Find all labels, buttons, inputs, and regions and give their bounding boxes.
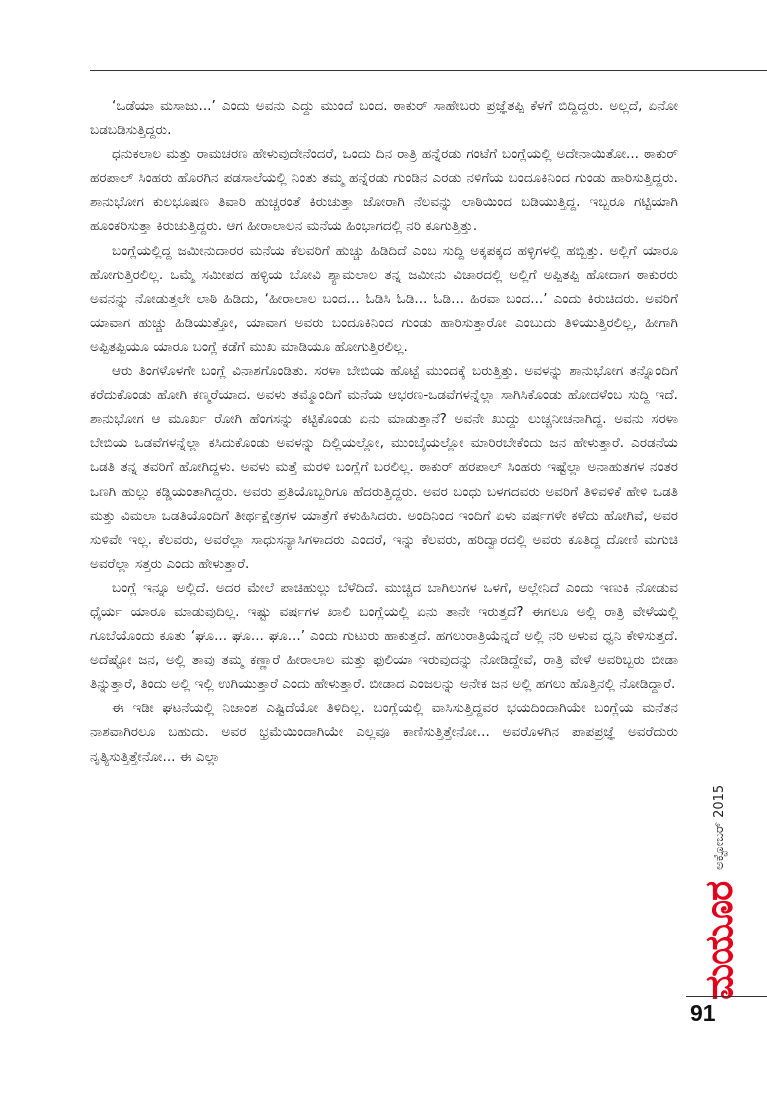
page-number: 91 (690, 1000, 716, 1026)
top-rule (90, 70, 767, 71)
magazine-sidebar (688, 770, 750, 1000)
paragraph-1: ‘ಒಡೆಯಾ ಮಸಾಜು...’ ಎಂದು ಅವನು ಎದ್ದು ಮುಂದೆ ಬಂದ. ಠಾಕುರ್ ಸಾಹೇಬರು ಪ್ರಜ್ಞೆತಪ್ಪಿ ಕೆಳಗೆ ಬಿದ್ದಿದ್ದರು. ಅಲ್ಲದೆ, ಏನೋ ಬಡಬಡಿಸುತ್ತಿದ್ದರು. (90, 98, 678, 139)
article-body (90, 94, 678, 769)
paragraph-3: ಬಂಗ್ಲೆಯಲ್ಲಿದ್ದ ಜಮೀನುದಾರರ ಮನೆಯ ಕೆಲವರಿಗೆ ಹುಚ್ಚು ಹಿಡಿದಿದೆ ಎಂಬ ಸುದ್ದಿ ಅಕ್ಕಪಕ್ಕದ ಹಳ್ಳಿಗಳಲ್ಲಿ ಹಬ್ಬಿತ್ತು. ಅಲ್ಲಿಗೆ ಯಾರೂ ಹೋಗುತ್ತಿರಲಿಲ್ಲ. ಒಮ್ಮೆ ಸಮೀಪದ ಹಳ್ಳಿಯ ಬೋವಿ ಶ್ಯಾಮಲಾಲ ತನ್ನ ಜಮೀನು ವಿಚಾರದಲ್ಲಿ ಅಲ್ಲಿಗೆ ಅಪ್ಪಿತಪ್ಪಿ ಹೋದಾಗ ಠಾಕುರರು ಅವನನ್ನು ನೋಡುತ್ತಲೇ ಲಾಠಿ ಹಿಡಿದು, ‘ಹೀರಾಲಾಲ ಬಂದ... ಓಡಿಸಿ ಓಡಿ... ಓಡಿ... ಹಿರವಾ ಬಂದ...’ ಎಂದು ಕಿರುಚಿದರು. ಅವರಿಗೆ ಯಾವಾಗ ಹುಚ್ಚು ಹಿಡಿಯುತ್ತೋ, ಯಾವಾಗ ಅವರು ಬಂದೂಕಿನಿಂದ ಗುಂಡು ಹಾರಿಸುತ್ತಾರೋ ಎಂಬುದು ತಿಳಿಯುತ್ತಿರಲಿಲ್ಲ, ಹೀಗಾಗಿ ಅಪ್ಪಿತಪ್ಪಿಯೂ ಯಾರೂ ಬಂಗ್ಲೆ ಕಡೆಗೆ ಮುಖ ಮಾಡಿಯೂ ಹೋಗುತ್ತಿರಲಿಲ್ಲ. (90, 242, 678, 355)
footer-rule (686, 996, 767, 997)
paragraph-5: ಬಂಗ್ಲೆ ಇನ್ನೂ ಅಲ್ಲಿದೆ. ಅದರ ಮೇಲೆ ಪಾಚಿಹುಲ್ಲು ಬೆಳೆದಿದೆ. ಮುಚ್ಚಿದ ಬಾಗಿಲುಗಳ ಒಳಗೆ, ಅಲ್ಲೇನಿದೆ ಎಂದು ಇಣುಕಿ ನೋಡುವ ಧೈರ್ಯ ಯಾರೂ ಮಾಡುವುದಿಲ್ಲ. ಇಷ್ಟು ವರ್ಷಗಳ ಖಾಲಿ ಬಂಗ್ಲೆಯಲ್ಲಿ ಏನು ತಾನೇ ಇರುತ್ತದೆ? ಈಗಲೂ ಅಲ್ಲಿ ರಾತ್ರಿ ವೇಳೆಯಲ್ಲಿ ಗೂಬೆಯೊಂದು ಕೂತು ‘ಘೂ... ಘೂ... ಘೂ...’ ಎಂದು ಗುಟುರು ಹಾಕುತ್ತದೆ. ಹಗಲುರಾತ್ರಿಯೆನ್ನದೆ ಅಲ್ಲಿ ನರಿ ಅಳುವ ಧ್ವನಿ ಕೇಳಿಸುತ್ತದೆ. ಅದೆಷ್ಟೋ ಜನ, ಅಲ್ಲಿ ತಾವು ತಮ್ಮ ಕಣ್ಣಾರೆ ಹೀರಾಲಾಲ ಮತ್ತು ಫುಲಿಯಾ ಇರುವುದನ್ನು ನೋಡಿದ್ದೇವೆ, ರಾತ್ರಿ ವೇಳೆ ಅವರಿಬ್ಬರು ಬೀಡಾ ತಿನ್ನುತ್ತಾರೆ, ತಿಂದು ಅಲ್ಲಿ ಇಲ್ಲಿ ಉಗಿಯುತ್ತಾರೆ ಎಂದು ಹೇಳುತ್ತಾರೆ. ಬೀಡಾದ ಎಂಜಲನ್ನು ಅನೇಕ ಜನ ಅಲ್ಲಿ ಹಗಲು ಹೊತ್ತಿನಲ್ಲಿ ನೋಡಿದ್ದಾರೆ. (90, 579, 678, 693)
paragraph-4: ಆರು ತಿಂಗಳೊಳಗೇ ಬಂಗ್ಲೆ ವಿನಾಶಗೊಂಡಿತು. ಸರಳಾ ಬೇಬಿಯ ಹೊಟ್ಟೆ ಮುಂದಕ್ಕೆ ಬರುತ್ತಿತ್ತು. ಅವಳನ್ನು ಶಾನುಭೋಗ ತನ್ನೊಂದಿಗೆ ಕರೆದುಕೊಂಡು ಹೋಗಿ ಕಣ್ಮರೆಯಾದ. ಅವಳು ತಮ್ಮೊಂದಿಗೆ ಮನೆಯ ಆಭರಣ-ಒಡವೆಗಳನ್ನೆಲ್ಲಾ ಸಾಗಿಸಿಕೊಂಡು ಹೋದಳೆಂಬ ಸುದ್ದಿ ಇದೆ. ಶಾನುಭೋಗ ಆ ಮೂರ್ಖ ರೋಗಿ ಹೆಂಗಸನ್ನು ಕಟ್ಟಿಕೊಂಡು ಏನು ಮಾಡುತ್ತಾನೆ? ಅವನೇ ಖುದ್ದು ಲುಚ್ಚನೀಚನಾಗಿದ್ದ. ಅವನು ಸರಳಾ ಬೇಬಿಯ ಒಡವೆಗಳನ್ನೆಲ್ಲಾ ಕಸಿದುಕೊಂಡು ಅವಳನ್ನು ದಿಲ್ಲಿಯಲ್ಲೋ, ಮುಂಬೈಯಲ್ಲೋ ಮಾರಿರಬೇಕೆಂದು ಜನ ಹೇಳುತ್ತಾರೆ. ಎರಡನೆಯ ಒಡತಿ ತನ್ನ ತವರಿಗೆ ಹೋಗಿದ್ದಳು. ಅವಳು ಮತ್ತೆ ಮರಳಿ ಬಂಗ್ಲೆಗೆ ಬರಲಿಲ್ಲ. ಠಾಕುರ್ ಹರಪಾಲ್ ಸಿಂಹರು ಇಷ್ಟೆಲ್ಲಾ ಅನಾಹುತಗಳ ನಂತರ ಒಣಗಿ ಹುಲ್ಲು ಕಡ್ಡಿಯಂತಾಗಿದ್ದರು. ಅವರು ಪ್ರತಿಯೊಬ್ಬರಿಗೂ ಹೆದರುತ್ತಿದ್ದರು. ಅವರ ಬಂಧು ಬಳಗದವರು ಅವರಿಗೆ ತಿಳಿವಳಿಕೆ ಹೇಳಿ ಒಡತಿ ಮತ್ತು ವಿಮಲಾ ಒಡತಿಯೊಂದಿಗೆ ತೀರ್ಥಕ್ಷೇತ್ರಗಳ ಯಾತ್ರೆಗೆ ಕಳುಹಿಸಿದರು. ಅಂದಿನಿಂದ ಇಂದಿಗೆ ಏಳು ವರ್ಷಗಳೇ ಕಳೆದು ಹೋಗಿವೆ, ಅವರ ಸುಳಿವೇ ಇಲ್ಲ. ಕೆಲವರು, ಅವರೆಲ್ಲಾ ಸಾಧುಸನ್ಯಾಸಿಗಳಾದರು ಎಂದರೆ, ಇನ್ನು ಕೆಲವರು, ಹರಿದ್ವಾರದಲ್ಲಿ ಅವರು ಕೂತಿದ್ದ ದೋಣಿ ಮಗುಚಿ ಅವರೆಲ್ಲಾ ಸತ್ತರು ಎಂದು ಹೇಳುತ್ತಾರೆ. (90, 363, 678, 572)
issue-date: ಅಕ್ಟೋಬರ್ 2015 (711, 784, 727, 870)
magazine-name: ಮಯೂರ (696, 881, 741, 1000)
paragraph-6: ಈ ಇಡೀ ಘಟನೆಯಲ್ಲಿ ನಿಜಾಂಶ ಎಷ್ಟಿದೆಯೋ ತಿಳಿದಿಲ್ಲ. ಬಂಗ್ಲೆಯಲ್ಲಿ ವಾಸಿಸುತ್ತಿದ್ದವರ ಭಯದಿಂದಾಗಿಯೇ ಬಂಗ್ಲೆಯ ಮನೆತನ ನಾಶವಾಗಿರಲೂ ಬಹುದು. ಅವರ ಭ್ರಮೆಯಿಂದಾಗಿಯೇ ಎಲ್ಲವೂ ಕಾಣಿಸುತ್ತಿತ್ತೇನೋ... ಅವರೊಳಗಿನ ಪಾಪಪ್ರಜ್ಞೆ ಅವರೆದುರು ನೃತ್ಯಿಸುತ್ತಿತ್ತೇನೋ... ಈ ಎಲ್ಲಾ (90, 700, 678, 765)
paragraph-2: ಧನುಕಲಾಲ ಮತ್ತು ರಾಮಚರಣ ಹೇಳುವುದೇನೆಂದರೆ, ಒಂದು ದಿನ ರಾತ್ರಿ ಹನ್ನೆರಡು ಗಂಟೆಗೆ ಬಂಗ್ಲೆಯಲ್ಲಿ ಅದೇನಾಯಿತೋ... ಠಾಕುರ್ ಹರಪಾಲ್ ಸಿಂಹರು ಹೊರಗಿನ ಪಡಸಾಲೆಯಲ್ಲಿ ನಿಂತು ತಮ್ಮ ಹನ್ನೆರಡು ಗುಂಡಿನ ಎರಡು ನಳಿಗೆಯ ಬಂದೂಕಿನಿಂದ ಗುಂಡು ಹಾರಿಸುತ್ತಿದ್ದರು. ಶಾನುಭೋಗ ಕುಲಭೂಷಣ ತಿವಾರಿ ಹುಚ್ಚರಂತೆ ಕಿರುಚುತ್ತಾ ಜೋರಾಗಿ ನೆಲವನ್ನು ಲಾಠಿಯಿಂದ ಬಡಿಯುತ್ತಿದ್ದ. ಇಬ್ಬರೂ ಗಟ್ಟಿಯಾಗಿ ಹೂಂಕರಿಸುತ್ತಾ ಕಿರುಚುತ್ತಿದ್ದರು. ಆಗ ಹೀರಾಲಾಲನ ಮನೆಯ ಹಿಂಭಾಗದಲ್ಲಿ ನರಿ ಕೂಗುತ್ತಿತ್ತು. (90, 146, 678, 235)
